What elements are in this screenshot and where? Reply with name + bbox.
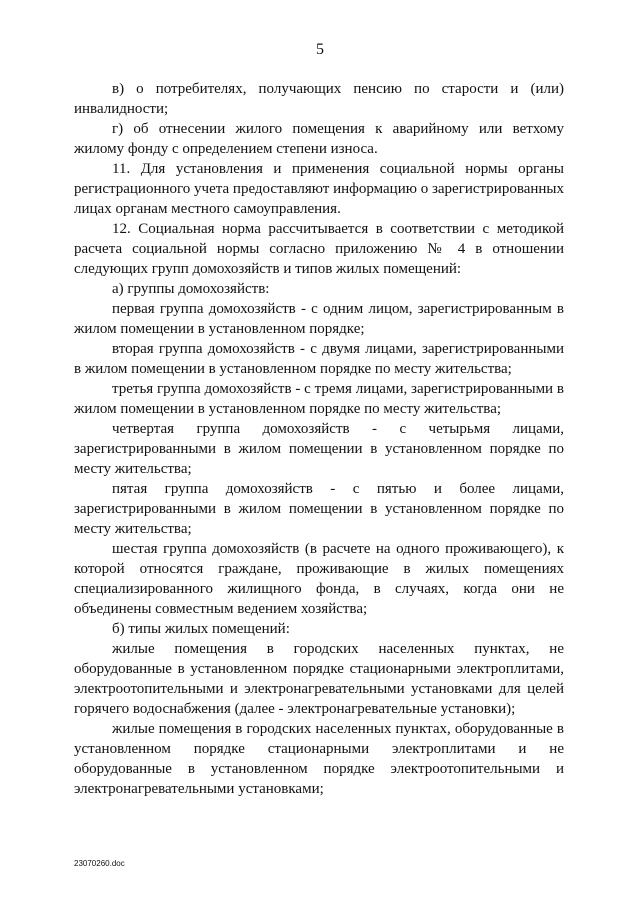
document-filename: 23070260.doc [74,859,125,868]
paragraph: жилые помещения в городских населенных пунктах, оборудованные в установленном порядке стационарными электроплитами и не оборудованные в установленном порядке электроотопительными и электронагревательными установками; [74,721,564,797]
paragraph: г) об отнесении жилого помещения к аварийному или ветхому жилому фонду с определением степени износа. [74,121,564,157]
paragraph: четвертая группа домохозяйств - с четырьмя лицами, зарегистрированными в жилом помещении в установленном порядке по месту жительства; [74,421,564,477]
paragraph: в) о потребителях, получающих пенсию по старости и (или) инвалидности; [74,81,564,117]
paragraph: пятая группа домохозяйств - с пятью и более лицами, зарегистрированными в жилом помещении в установленном порядке по месту жительства; [74,481,564,537]
paragraph: б) типы жилых помещений: [112,621,290,637]
page-number: 5 [316,41,324,58]
paragraph: шестая группа домохозяйств (в расчете на одного проживающего), к которой относятся граждане, проживающие в жилых помещениях специализированного жилищного фонда, в случаях, когда они не объединены совместным ведением хозяйства; [74,541,564,617]
paragraph: третья группа домохозяйств - с тремя лицами, зарегистрированными в жилом помещении в установленном порядке по месту жительства; [74,381,564,417]
paragraph: 11. Для установления и применения социальной нормы органы регистрационного учета предоставляют информацию о зарегистрированных лицах органам местного самоуправления. [74,161,564,217]
paragraph: первая группа домохозяйств - с одним лицом, зарегистрированным в жилом помещении в установленном порядке; [74,301,564,337]
document-body [74,79,564,799]
paragraph: а) группы домохозяйств: [112,281,270,297]
paragraph: жилые помещения в городских населенных пунктах, не оборудованные в установленном порядке стационарными электроплитами, электроотопительными и электронагревательными установками для целей горячего водоснабжения (далее - электронагревательные установки); [74,641,564,717]
paragraph: 12. Социальная норма рассчитывается в соответствии с методикой расчета социальной нормы согласно приложению № 4 в отношении следующих групп домохозяйств и типов жилых помещений: [74,221,564,277]
paragraph: вторая группа домохозяйств - с двумя лицами, зарегистрированными в жилом помещении в установленном порядке по месту жительства; [74,341,564,377]
